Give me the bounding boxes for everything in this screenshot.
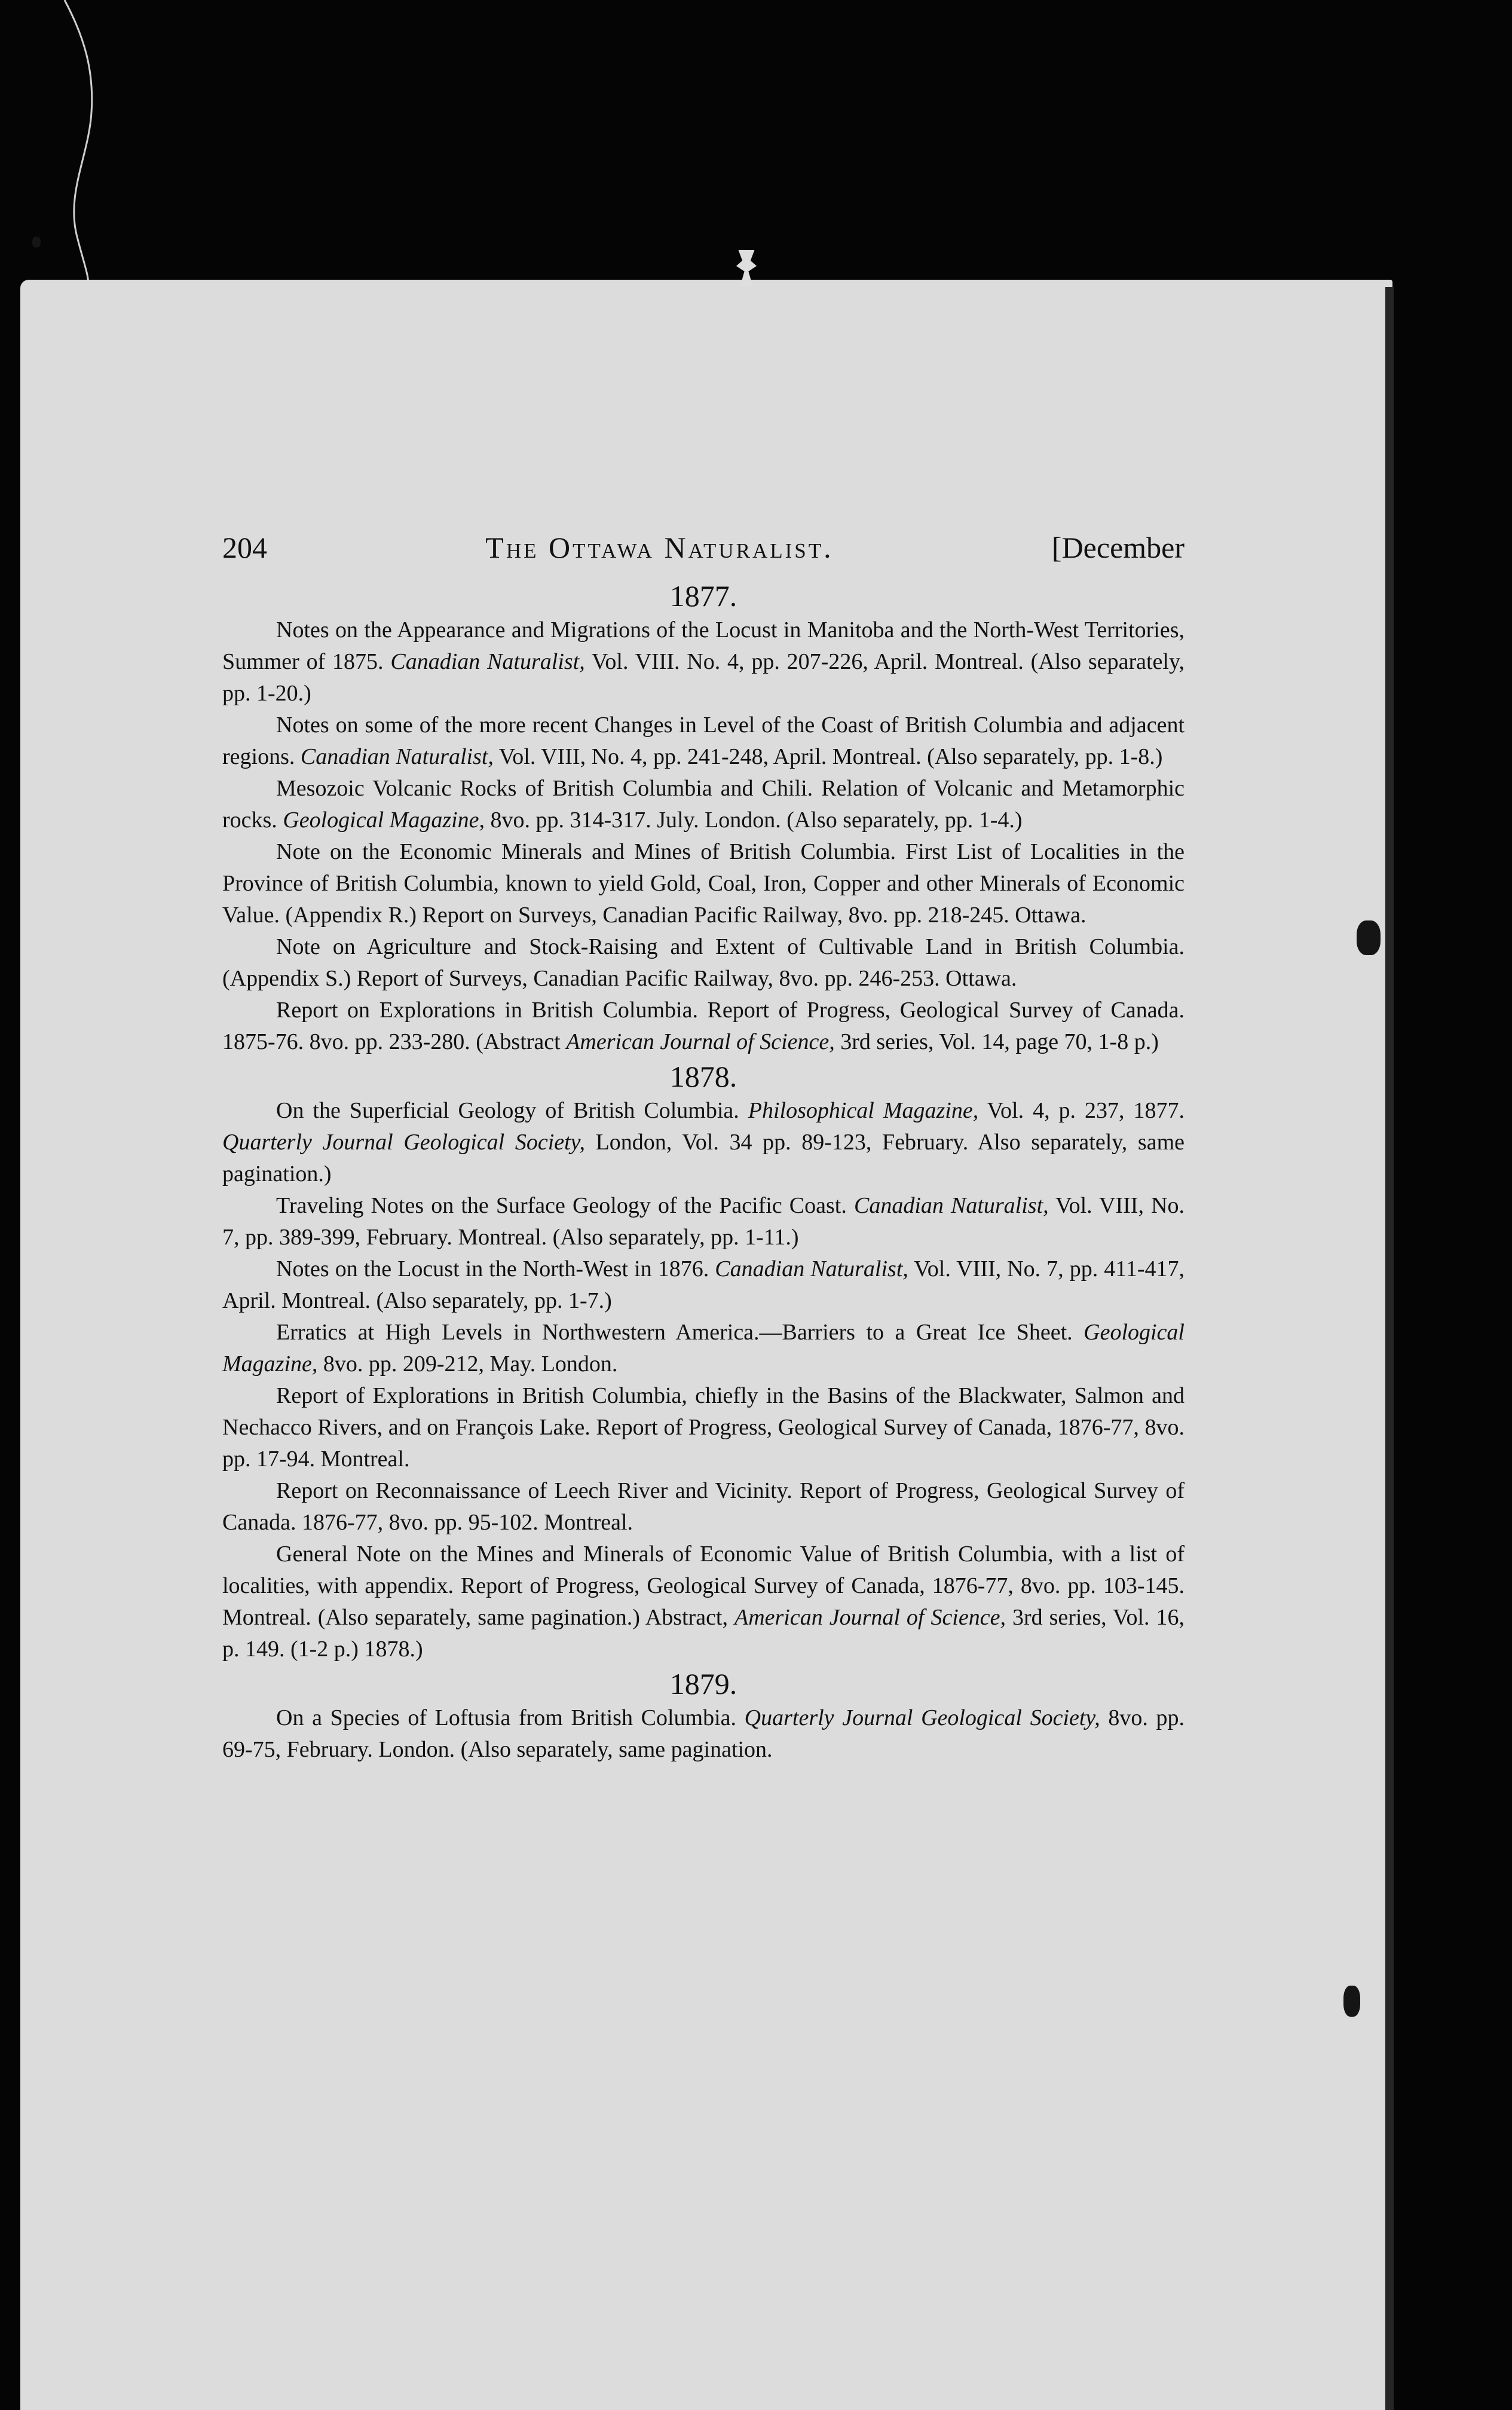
page-gutter-shadow bbox=[1385, 287, 1394, 2410]
publication-title: Quarterly Journal Geological Society, bbox=[744, 1705, 1100, 1730]
entry-text: Vol. VIII, No. 7, pp. 389-399, February. Montreal. (Also separately, pp. 1-11.) bbox=[222, 1193, 1184, 1250]
ink-blot bbox=[1343, 1986, 1360, 2017]
year-heading: 1877. bbox=[669, 579, 737, 613]
ink-blot bbox=[1357, 920, 1381, 955]
entry-text: 8vo. pp. 69-75, February. London. (Also separately, same pagination. bbox=[222, 1705, 1185, 1762]
bibliography bbox=[222, 577, 1184, 1766]
entry-text: Notes on the Locust in the North-West in 1876. bbox=[276, 1256, 715, 1282]
entry-text: Vol. 4, p. 237, 1877. bbox=[978, 1098, 1184, 1123]
entry-text: 8vo. pp. 209-212, May. London. bbox=[317, 1351, 618, 1377]
publication-title: American Journal of Science, bbox=[566, 1029, 835, 1054]
bibliography-entry bbox=[222, 1475, 1184, 1539]
entry-text: Report on Explorations in British Columbia. Report of Progress, Geological Survey of Canada. 1875-76. 8vo. pp. 233-280. (Abstract bbox=[222, 998, 1184, 1054]
entry-text: Erratics at High Levels in Northwestern America.—Barriers to a Great Ice Sheet. bbox=[276, 1320, 1084, 1345]
bibliography-entry bbox=[222, 709, 1184, 773]
running-head bbox=[222, 532, 1184, 577]
entry-text: On the Superficial Geology of British Columbia. bbox=[276, 1098, 748, 1123]
entry-text: Traveling Notes on the Surface Geology of the Pacific Coast. bbox=[276, 1193, 854, 1218]
entry-text: Vol. VIII. No. 4, pp. 207-226, April. Montreal. (Also separately, pp. 1-20.) bbox=[222, 649, 1184, 706]
publication-title: Canadian Naturalist, bbox=[853, 1193, 1049, 1218]
running-head-month: [December bbox=[1051, 531, 1184, 564]
bibliography-entry bbox=[222, 614, 1184, 709]
film-speck bbox=[32, 237, 41, 247]
publication-title: Quarterly Journal Geological Society, bbox=[222, 1130, 585, 1155]
entry-text: Vol. VIII, No. 7, pp. 411-417, April. Montreal. (Also separately, pp. 1-7.) bbox=[222, 1256, 1184, 1313]
year-heading: 1879. bbox=[669, 1667, 737, 1701]
publication-title: Canadian Naturalist, bbox=[300, 744, 494, 769]
entry-text: Notes on some of the more recent Changes in Level of the Coast of British Columbia and adjacent regions. bbox=[222, 712, 1184, 769]
entry-text: London, Vol. 34 pp. 89-123, February. Also separately, same pagination.) bbox=[222, 1130, 1184, 1186]
publication-title: American Journal of Science, bbox=[734, 1605, 1006, 1630]
bibliography-entry bbox=[222, 931, 1184, 995]
entry-text: Note on Agriculture and Stock-Raising and Extent of Cultivable Land in British Columbia. (Appendix S.) Report of Surveys, Canadian Pacific Railway, 8vo. pp. 246-253. Ottawa. bbox=[222, 934, 1184, 991]
bibliography-entry bbox=[222, 1380, 1184, 1475]
publication-title: Canadian Naturalist, bbox=[390, 649, 585, 674]
entry-text: 3rd series, Vol. 14, page 70, 1-8 p.) bbox=[834, 1029, 1159, 1054]
publication-title: Geological Magazine, bbox=[283, 808, 485, 833]
bibliography-entry bbox=[222, 1190, 1184, 1253]
entry-text: 3rd series, Vol. 16, p. 149. (1-2 p.) 1878.) bbox=[222, 1605, 1185, 1662]
publication-title: Philosophical Magazine, bbox=[748, 1098, 979, 1123]
bibliography-entry bbox=[222, 836, 1184, 931]
entry-text: Report on Reconnaissance of Leech River and Vicinity. Report of Progress, Geological Survey of Canada. 1876-77, 8vo. pp. 95-102. Montreal. bbox=[222, 1478, 1184, 1535]
entry-text: Mesozoic Volcanic Rocks of British Columbia and Chili. Relation of Volcanic and Metamorphic rocks. bbox=[222, 776, 1184, 833]
entry-text: On a Species of Loftusia from British Columbia. bbox=[276, 1705, 745, 1730]
entry-text: Report of Explorations in British Columbia, chiefly in the Basins of the Blackwater, Salmon and Nechacco Rivers, and on François Lake. Report of Progress, Geological Survey of Canada, 1876-77, 8vo. pp. 17-94. Montreal. bbox=[222, 1383, 1184, 1472]
bibliography-entry bbox=[222, 1317, 1184, 1380]
publication-title: Canadian Naturalist, bbox=[715, 1256, 908, 1282]
bibliography-entry bbox=[222, 995, 1184, 1058]
publication-title: Geological Magazine, bbox=[222, 1320, 1184, 1377]
bibliography-entry bbox=[222, 1702, 1184, 1766]
year-heading: 1878. bbox=[669, 1060, 737, 1093]
entry-text: 8vo. pp. 314-317. July. London. (Also separately, pp. 1-4.) bbox=[485, 808, 1023, 833]
entry-text: General Note on the Mines and Minerals of Economic Value of British Columbia, with a list of localities, with appendix. Report of Progress, Geological Survey of Canada, 1876-77, 8vo. pp. 103-145. Montreal. (Also separately, same pagination.) Abstract, bbox=[222, 1542, 1184, 1630]
journal-title: The Ottawa Naturalist. bbox=[485, 531, 834, 564]
bibliography-entry bbox=[222, 1539, 1184, 1665]
page-content bbox=[222, 532, 1184, 1766]
bibliography-entry bbox=[222, 773, 1184, 836]
bibliography-entry bbox=[222, 1095, 1184, 1190]
entry-text: Vol. VIII, No. 4, pp. 241-248, April. Montreal. (Also separately, pp. 1-8.) bbox=[493, 744, 1163, 769]
page-number: 204 bbox=[222, 531, 267, 564]
bibliography-entry bbox=[222, 1253, 1184, 1317]
entry-text: Note on the Economic Minerals and Mines of British Columbia. First List of Localities in the Province of British Columbia, known to yield Gold, Coal, Iron, Copper and other Minerals of Economic Value. (Appendix R.) Report on Surveys, Canadian Pacific Railway, 8vo. pp. 218-245. Ottawa. bbox=[222, 839, 1184, 928]
entry-text: Notes on the Appearance and Migrations of the Locust in Manitoba and the North-West Territories, Summer of 1875. bbox=[222, 617, 1184, 674]
